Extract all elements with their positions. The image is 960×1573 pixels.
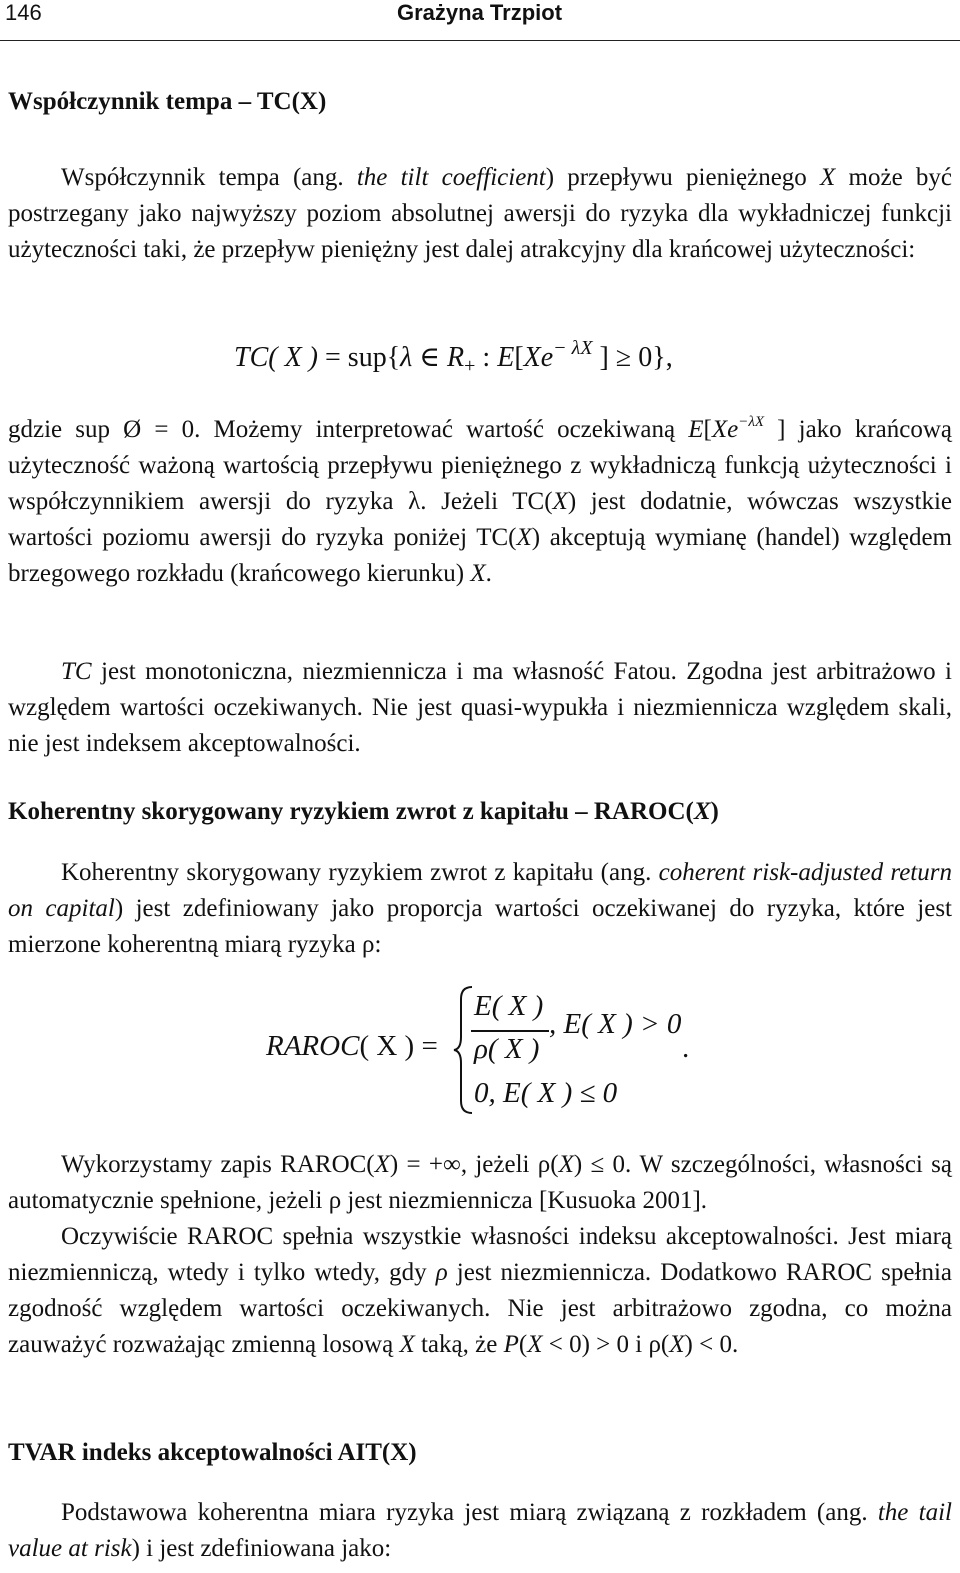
formula-raroc-case1-condition: , E( X ) > 0 (549, 1008, 682, 1040)
page-number: 146 (5, 0, 42, 25)
formula-raroc-lhs: RAROC( X ) = (266, 1030, 438, 1062)
section-heading-tc: Współczynnik tempa – TC(X) (8, 88, 327, 115)
fraction-bar (471, 1030, 549, 1032)
formula-raroc-denominator: ρ( X ) (474, 1033, 540, 1065)
paragraph-raroc-definition: Koherentny skorygowany ryzykiem zwrot z kapitału (ang. coherent risk-adjusted return on capital) jest zdefiniowany jako proporcja wartości oczekiwanej do ryzyka, które jest mierzone koherentną miarą ryzyka ρ: (8, 859, 952, 958)
formula-raroc-period: . (682, 1032, 690, 1064)
formula-tc: TC( X ) = sup{λ ∈ $R_+$ : $E[Xe^{- \lambda X}$ ] ≥ 0}, (234, 337, 673, 377)
paragraph-raroc-properties: Oczywiście RAROC spełnia wszystkie własności indeksu akceptowalności. Jest miarą niezmienniczą, wtedy i tylko wtedy, gdy ρ jest niezmiennicza. Dodatkowo RAROC spełnia zgodność względem wartości oczekiwanych. Nie jest arbitrażowo zgodna, co można zauważyć rozważając zmienną losową X taką, że P(X < 0) > 0 i ρ(X) < 0. (8, 1223, 952, 1358)
paragraph-tc-interpretation: gdzie sup Ø = 0. Możemy interpretować wartość oczekiwaną $E[Xe^{-\lambda X}$ ] jako krańcową użyteczność ważoną wartością przepływu pieniężnego z wykładniczą funkcją użyteczności i współczynnikiem awersji do ryzyka λ. Jeżeli TC(X) jest dodatnie, wówczas wszystkie wartości poziomu awersji do ryzyka poniżej TC(X) akceptują wymianę (handel) względem brzegowego rozkładu (krańcowego kierunku) X. (8, 414, 953, 587)
running-header-author: Grażyna Trzpiot (397, 0, 563, 25)
header-divider (0, 40, 960, 41)
section-heading-tvar: TVAR indeks akceptowalności AIT(X) (8, 1439, 417, 1466)
paragraph-tvar-definition: Podstawowa koherentna miara ryzyka jest miarą związaną z rozkładem (ang. the tail value at risk) i jest zdefiniowana jako: (8, 1499, 952, 1562)
paragraph-raroc-notation: Wykorzystamy zapis RAROC(X) = +∞, jeżeli ρ(X) ≤ 0. W szczególności, własności są automatycznie spełnione, jeżeli ρ jest niezmiennicza [Kusuoka 2001]. (8, 1151, 952, 1214)
formula-brace (452, 985, 474, 1115)
paragraph-tc-properties: TC jest monotoniczna, niezmiennicza i ma własność Fatou. Zgodna jest arbitrażowo i względem wartości oczekiwanych. Nie jest quasi-wypukła i niezmiennicza względem skali, nie jest indeksem akceptowalności. (8, 658, 952, 757)
paragraph-tc-definition: Współczynnik tempa (ang. the tilt coefficient) przepływu pieniężnego X może być postrzegany jako najwyższy poziom absolutnej awersji do ryzyka dla wykładniczej funkcji użyteczności taki, że przepływ pieniężny jest dalej atrakcyjny dla krańcowej użyteczności: (8, 164, 952, 263)
formula-raroc-numerator: E( X ) (474, 990, 544, 1022)
formula-raroc-case2: 0, E( X ) ≤ 0 (474, 1077, 618, 1109)
section-heading-raroc: Koherentny skorygowany ryzykiem zwrot z kapitału – RAROC(X) (8, 798, 719, 825)
